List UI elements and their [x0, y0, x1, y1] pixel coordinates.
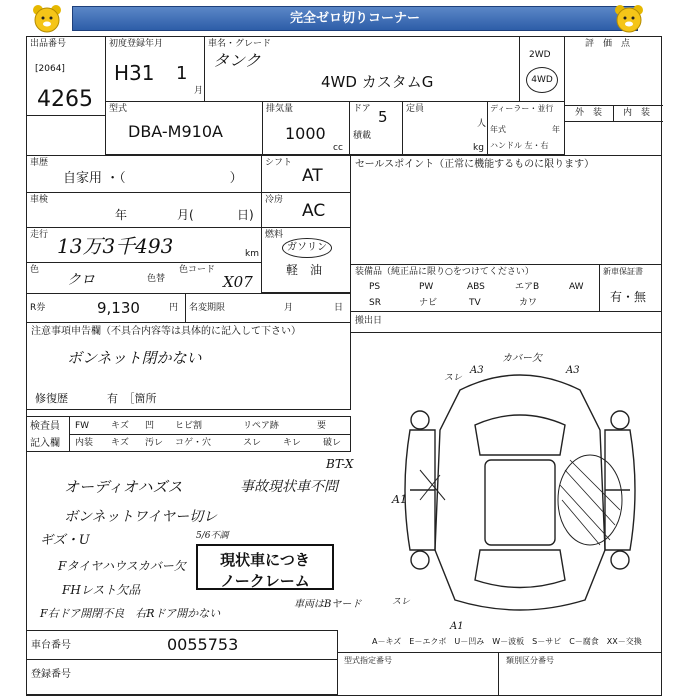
diag-rear-note: 車両はBヤード — [294, 599, 362, 610]
color-value: クロ — [67, 272, 95, 288]
chassis-value: 0055753 — [167, 635, 239, 654]
grade-label: 評 価 点 — [585, 39, 631, 49]
inspector-label2: 記入欄 — [30, 438, 60, 449]
lot-box — [26, 36, 106, 116]
recycle-unit: 円 — [169, 303, 179, 313]
notes-text: ボンネット閉かない — [67, 349, 202, 367]
warranty-value: 有・無 — [610, 290, 647, 304]
model-value: DBA-M910A — [128, 122, 223, 141]
stamp-line2: ノークレーム — [220, 572, 310, 590]
color-box — [26, 262, 262, 294]
insp-r2-5: キレ — [283, 438, 301, 448]
stamp-line1: 現状車につき — [220, 551, 310, 569]
insp-r2-2: 汚レ — [145, 438, 164, 448]
insp-note-4: Fタイヤハウスカバー欠 — [58, 559, 186, 573]
dealer-label: ディーラー・並行 — [490, 104, 554, 113]
grade-interior: 内 装 — [623, 108, 651, 118]
equip-aw: AW — [569, 282, 584, 292]
car-grade: 4WD カスタムG — [321, 73, 434, 91]
reg-number-box — [26, 659, 338, 695]
insp-note-5: FHレスト欠品 — [62, 583, 141, 597]
shift-label: シフト — [265, 158, 293, 168]
notes-box — [26, 322, 351, 410]
equip-navi: ナビ — [419, 298, 438, 308]
model-year-unit: 年 — [552, 125, 560, 134]
grade-exterior: 外 装 — [575, 108, 603, 118]
insp-r1-4: リペア跡 — [243, 421, 279, 431]
usage-box — [26, 155, 262, 193]
car-roof — [485, 460, 555, 545]
first-reg-label: 初度登録年月 — [109, 39, 164, 49]
inspector-box — [26, 416, 351, 452]
notes-label: 注意事項申告欄（不具合内容等は具体的に記入して下さい） — [31, 326, 301, 337]
grade-divider-v — [613, 105, 614, 121]
car-name-label: 車名・グレード — [208, 39, 272, 49]
drive-4wd-circled: 4WD — [526, 67, 558, 93]
reg-number-label: 登録番号 — [31, 669, 71, 680]
inspection-day: 日) — [237, 208, 254, 222]
insp-r2-6: 破レ — [323, 438, 342, 448]
wheel-rr — [611, 551, 629, 569]
delivery-box — [350, 311, 662, 333]
delivery-label: 搬出日 — [355, 316, 383, 326]
inspection-label: 車検 — [30, 195, 49, 205]
special-label1: 型式指定番号 — [344, 656, 392, 665]
model-year-label: 年式 — [490, 125, 506, 134]
grade-box — [564, 36, 662, 156]
equip-pw: PW — [419, 282, 434, 292]
recycle-value: 9,130 — [97, 299, 140, 317]
drive-box — [519, 36, 565, 102]
inspector-row-divider — [69, 434, 351, 435]
color-change-label: 色替 — [147, 274, 166, 284]
fuel-box — [261, 227, 351, 293]
doors-box — [349, 101, 403, 155]
damage-legend: A－キズ E－エクボ U－凹み W－波板 S－サビ C－腐食 XX－交換 — [372, 637, 642, 646]
insp-r1-1: キズ — [111, 421, 129, 431]
color-code-label: 色コード — [179, 265, 216, 275]
tax-box — [185, 293, 351, 323]
tax-day: 日 — [334, 303, 344, 313]
banner-title: 完全ゼロ切りコーナー — [72, 6, 638, 31]
diag-bt: BT-X — [326, 457, 354, 471]
first-reg-era: H31 — [114, 61, 155, 85]
diag-sure: スレ — [444, 373, 463, 383]
aircon-label: 冷房 — [265, 195, 284, 205]
color-label: 色 — [30, 265, 40, 275]
special-label2: 類別区分番号 — [506, 656, 554, 665]
inspector-label1: 検査員 — [30, 421, 60, 432]
capacity-box — [402, 101, 488, 155]
diag-a3-2: A3 — [566, 365, 580, 376]
insp-r2-0: 内装 — [75, 438, 94, 448]
warranty-label: 新車保証書 — [603, 267, 643, 276]
displacement-box — [262, 101, 350, 155]
insp-r1-0: FW — [75, 421, 90, 431]
first-reg-month: 1 — [176, 63, 188, 84]
insp-note-1: オーディオハズス — [64, 478, 183, 496]
inspection-month: 月( — [177, 208, 194, 222]
handle-label: ハンドル 左・右 — [490, 141, 549, 150]
diag-a3-1: A3 — [470, 365, 484, 376]
inspector-col-divider — [69, 417, 70, 451]
insp-r2-1: キズ — [111, 438, 129, 448]
displacement-unit: cc — [333, 143, 343, 153]
mileage-label: 走行 — [30, 230, 49, 240]
equip-leather: カワ — [519, 298, 538, 308]
displacement-label: 排気量 — [266, 104, 294, 114]
grade-divider2 — [565, 121, 663, 122]
equip-abs: ABS — [467, 282, 485, 292]
equipment-label: 装備品（純正品に限り○をつけてください） — [355, 267, 534, 277]
diag-sure-bottom: スレ — [392, 597, 411, 607]
displacement-value: 1000 — [285, 124, 326, 143]
equip-sr: SR — [369, 298, 381, 308]
diag-a1-bottom: A1 — [450, 621, 464, 632]
equip-tv: TV — [469, 298, 481, 308]
repair-value: 有 ［箇所 — [107, 392, 157, 405]
mileage-box — [26, 227, 262, 263]
car-windshield — [475, 415, 565, 455]
insp-r1-5: 要 — [317, 421, 327, 431]
car-name-box — [204, 36, 520, 102]
aircon-box — [261, 192, 351, 228]
warranty-box — [599, 264, 662, 312]
equip-airbag: エアB — [515, 282, 540, 292]
sales-point-box — [350, 155, 662, 265]
wheel-fl — [411, 411, 429, 429]
equip-ps: PS — [369, 282, 381, 292]
inspection-box — [26, 192, 262, 228]
model-label: 型式 — [109, 104, 128, 114]
doors-label: ドア — [353, 104, 371, 114]
diag-date-note: 5/6不調 — [196, 531, 229, 541]
insp-note-6: F右ドア開閉不良 右Rドア開かない — [40, 607, 221, 620]
diag-accident: 事故現状車不問 — [240, 479, 338, 495]
chassis-box — [26, 630, 338, 660]
load-unit: kg — [473, 143, 484, 153]
equipment-box — [350, 264, 600, 312]
diag-a1-left: A1 — [392, 493, 407, 506]
insp-r1-3: ヒビ割 — [175, 421, 203, 431]
tax-month: 月 — [284, 303, 294, 313]
aircon-value: AC — [302, 201, 326, 221]
bear-mascot-right-icon — [612, 2, 646, 36]
lot-sub: [2064] — [35, 64, 65, 74]
bear-mascot-left-icon — [30, 2, 64, 36]
insp-note-2: ボンネットワイヤー切レ — [64, 509, 218, 525]
insp-r2-4: スレ — [243, 438, 262, 448]
repair-label: 修復歴 — [35, 392, 68, 405]
insp-note-3: ギズ・U — [40, 533, 90, 548]
car-rear-window — [475, 550, 565, 588]
wheel-fr — [611, 411, 629, 429]
fuel-gasoline-circled: ガソリン — [282, 238, 332, 258]
fuel-label: 燃料 — [265, 230, 284, 240]
dealer-box — [487, 101, 565, 155]
car-name: タンク — [213, 51, 261, 70]
usage-label: 車歴 — [30, 158, 49, 168]
tax-label: 名変期限 — [189, 303, 226, 313]
lot-number: 4265 — [37, 87, 93, 112]
as-is-stamp — [196, 544, 334, 590]
car-damage-diagram — [400, 350, 640, 630]
wheel-rl — [411, 551, 429, 569]
damage-scribble-right — [558, 455, 622, 545]
shift-box — [261, 155, 351, 193]
first-reg-box — [105, 36, 205, 102]
damage-mark-left — [420, 470, 445, 500]
doors-value: 5 — [378, 108, 388, 126]
car-body-outline — [435, 375, 605, 610]
lot-label: 出品番号 — [30, 39, 67, 49]
capacity-unit: 人 — [477, 119, 487, 129]
special-divider — [498, 653, 499, 695]
first-reg-month-unit: 月 — [194, 86, 204, 96]
drive-2wd: 2WD — [529, 50, 551, 60]
chassis-label: 車台番号 — [31, 640, 71, 651]
model-box — [105, 101, 263, 155]
usage-value: 自家用 ・（ ） — [63, 171, 243, 186]
inspection-year: 年 — [115, 208, 128, 222]
insp-r1-2: 凹 — [145, 421, 155, 431]
damage-hatch — [560, 460, 620, 545]
load-label: 積載 — [353, 131, 372, 141]
special-box — [337, 652, 662, 696]
mileage-unit: km — [245, 249, 259, 259]
capacity-label: 定員 — [406, 104, 425, 114]
recycle-box — [26, 293, 186, 323]
mileage-value: 13万3千493 — [57, 234, 174, 258]
recycle-label: R券 — [30, 303, 46, 313]
shift-value: AT — [302, 166, 323, 186]
sales-point-label: セールスポイント（正常に機能するものに限ります） — [355, 159, 595, 170]
insp-r2-3: コゲ・穴 — [175, 438, 212, 448]
diag-parts-missing: カバー欠 — [502, 353, 542, 364]
color-code: X07 — [223, 273, 253, 291]
grade-divider — [565, 105, 663, 106]
fuel-light-oil: 軽 油 — [286, 263, 323, 277]
